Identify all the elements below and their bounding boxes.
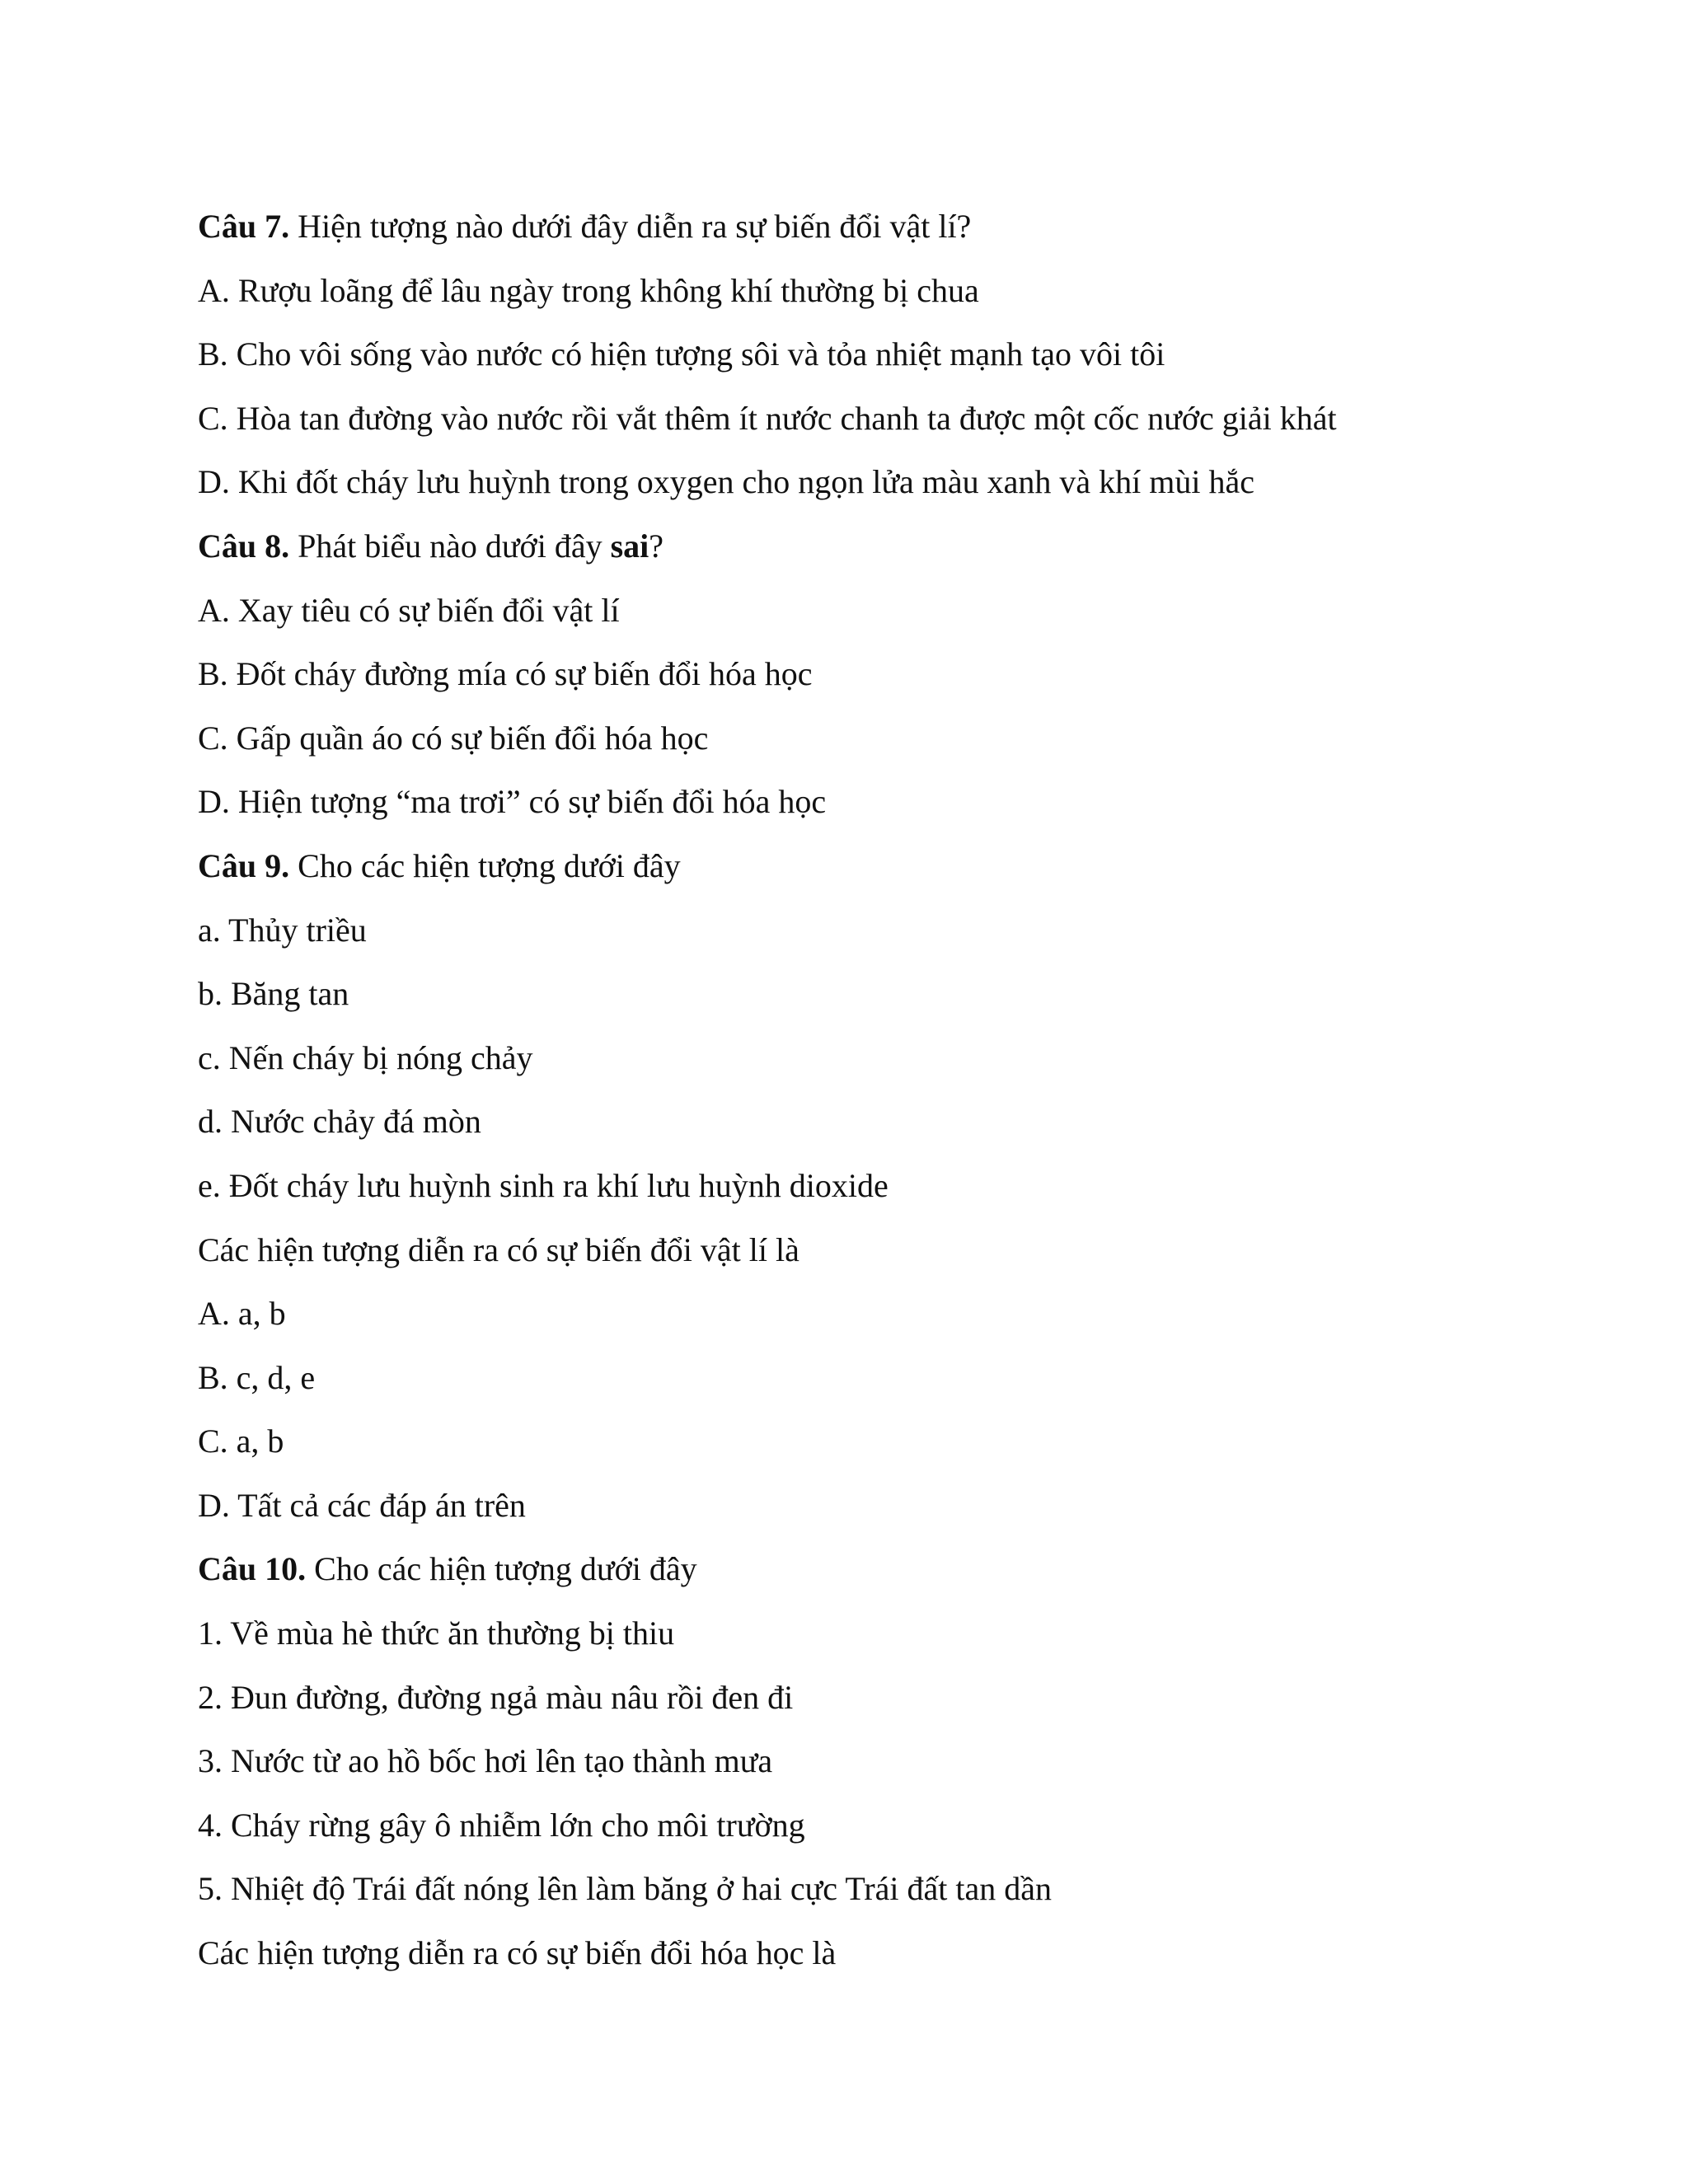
question-text: Hiện tượng nào dưới đây diễn ra sự biến đổi vật lí? bbox=[289, 208, 972, 245]
question-8-stem bbox=[198, 514, 1599, 579]
option-b: B. Cho vôi sống vào nước có hiện tượng sôi và tỏa nhiệt mạnh tạo vôi tôi bbox=[198, 335, 1165, 373]
list-item-1: 1. Về mùa hè thức ăn thường bị thiu bbox=[198, 1615, 675, 1652]
option-a: A. a, b bbox=[198, 1295, 286, 1333]
question-10-stem bbox=[198, 1537, 1599, 1601]
option-b: B. Đốt cháy đường mía có sự biến đổi hóa học bbox=[198, 655, 813, 693]
list-item-4: 4. Cháy rừng gây ô nhiễm lớn cho môi trường bbox=[198, 1806, 805, 1844]
option-d: D. Tất cả các đáp án trên bbox=[198, 1486, 526, 1524]
list-item-3: 3. Nước từ ao hồ bốc hơi lên tạo thành mưa bbox=[198, 1742, 773, 1780]
list-item-a: a. Thủy triều bbox=[198, 911, 367, 949]
question-text: Cho các hiện tượng dưới đây bbox=[289, 846, 681, 884]
list-item-5: 5. Nhiệt độ Trái đất nóng lên làm băng ở hai cực Trái đất tan dần bbox=[198, 1870, 1053, 1908]
option-b: B. c, d, e bbox=[198, 1358, 316, 1396]
list-item-e: e. Đốt cháy lưu huỳnh sinh ra khí lưu huỳnh dioxide bbox=[198, 1166, 889, 1204]
question-number: Câu 7. bbox=[198, 208, 290, 245]
option-a: A. Xay tiêu có sự biến đổi vật lí bbox=[198, 591, 620, 629]
emphasis-word: sai bbox=[610, 527, 649, 565]
question-9-stem bbox=[198, 834, 1599, 898]
list-item-2: 2. Đun đường, đường ngả màu nâu rồi đen đi bbox=[198, 1678, 794, 1716]
list-item-c: c. Nến cháy bị nóng chảy bbox=[198, 1038, 533, 1076]
list-item-d: d. Nước chảy đá mòn bbox=[198, 1103, 481, 1141]
question-text-end: ? bbox=[649, 527, 664, 565]
question-number: Câu 10. bbox=[198, 1550, 307, 1588]
option-c: C. Gấp quần áo có sự biến đổi hóa học bbox=[198, 719, 709, 757]
question-text: Cho các hiện tượng dưới đây bbox=[306, 1550, 697, 1588]
question-number: Câu 8. bbox=[198, 527, 290, 565]
question-prompt: Các hiện tượng diễn ra có sự biến đổi hóa học là bbox=[198, 1934, 837, 1972]
option-c: C. Hòa tan đường vào nước rồi vắt thêm ít nước chanh ta được một cốc nước giải khát bbox=[198, 399, 1337, 437]
question-7-stem bbox=[198, 194, 1599, 259]
option-a: A. Rượu loãng để lâu ngày trong không khí thường bị chua bbox=[198, 271, 979, 309]
question-prompt: Các hiện tượng diễn ra có sự biến đổi vật lí là bbox=[198, 1230, 799, 1268]
page-content bbox=[198, 194, 1599, 1985]
list-item-b: b. Băng tan bbox=[198, 975, 349, 1013]
option-d: D. Hiện tượng “ma trơi” có sự biến đổi hóa học bbox=[198, 783, 827, 821]
option-c: C. a, b bbox=[198, 1422, 284, 1460]
question-number: Câu 9. bbox=[198, 846, 290, 884]
option-d: D. Khi đốt cháy lưu huỳnh trong oxygen cho ngọn lửa màu xanh và khí mùi hắc bbox=[198, 463, 1255, 501]
question-text: Phát biểu nào dưới đây bbox=[289, 527, 611, 565]
